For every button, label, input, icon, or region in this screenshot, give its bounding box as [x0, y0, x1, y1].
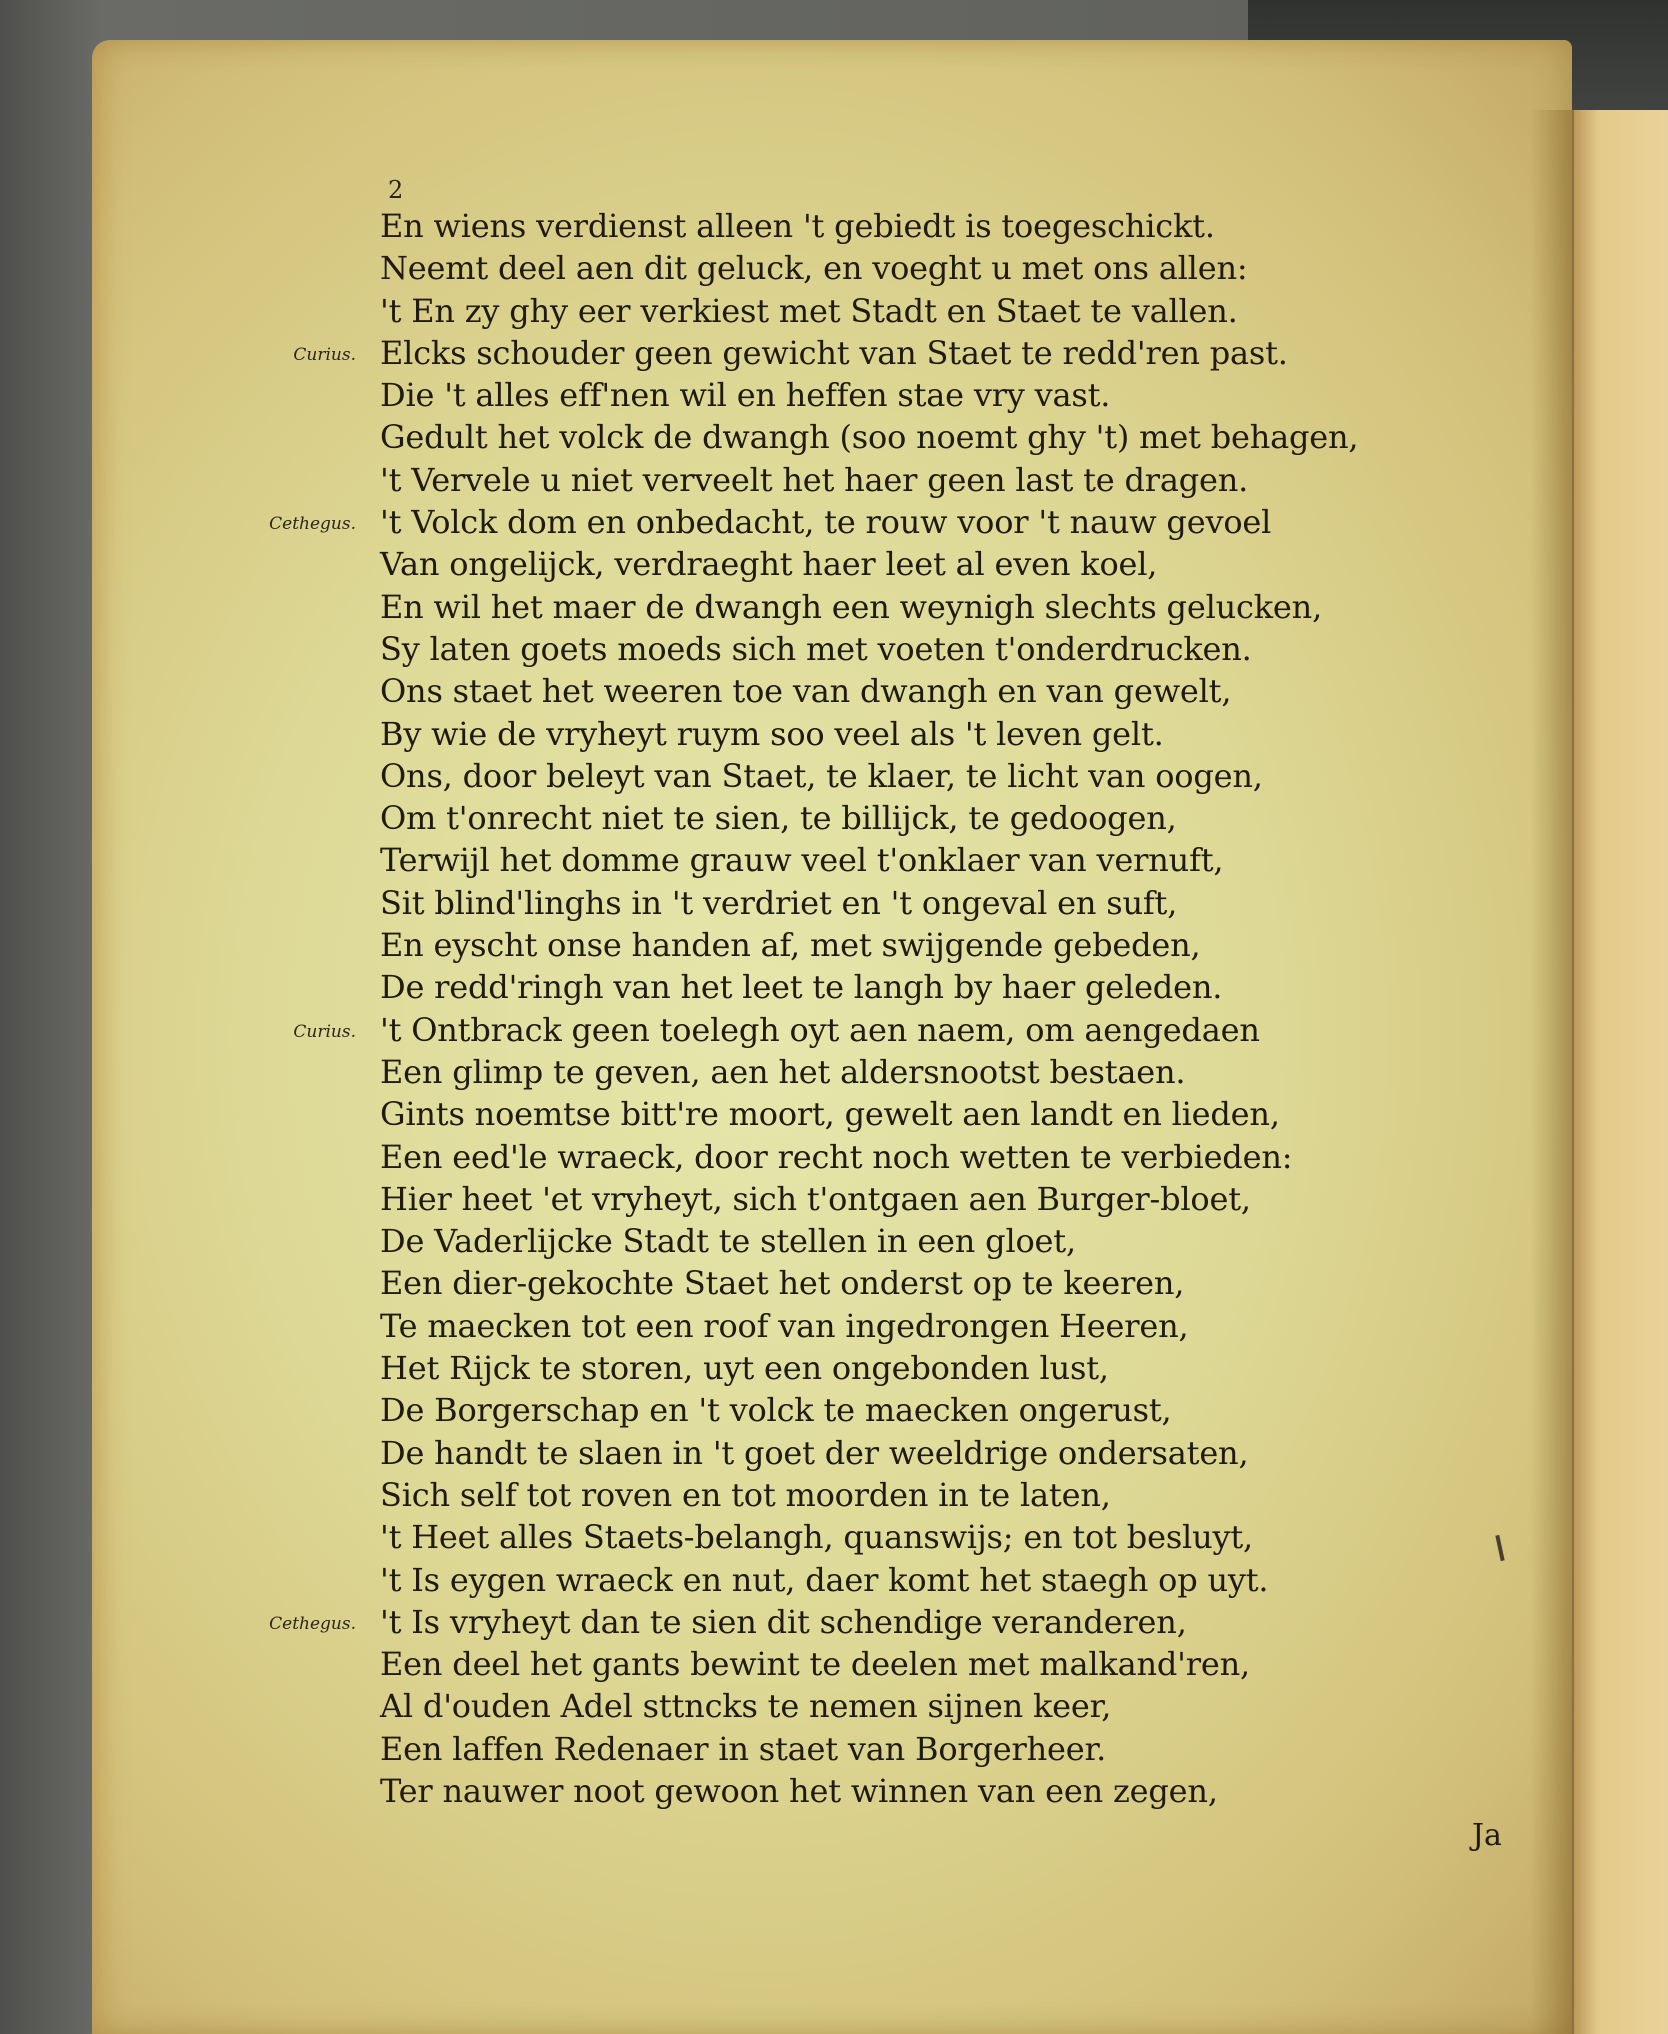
verse-line: [380, 247, 1380, 289]
verse-line: [380, 670, 1380, 712]
verse-line: [380, 205, 1380, 247]
verse-line-text: Sit blind'linghs in 't verdriet en 't ongeval en suft,: [380, 883, 1178, 922]
verse-line-text: Al d'ouden Adel sttncks te nemen sijnen keer,: [380, 1687, 1112, 1726]
verse-line: [380, 1136, 1380, 1178]
verse-line: [380, 882, 1380, 924]
verse-line-text: Neemt deel aen dit geluck, en voeght u met ons allen:: [380, 249, 1248, 288]
verse-line-text: By wie de vryheyt ruym soo veel als 't leven gelt.: [380, 714, 1164, 753]
verse-line: [380, 1178, 1380, 1220]
verse-line-text: En wiens verdienst alleen 't gebiedt is toegeschickt.: [380, 207, 1215, 245]
verse-line: [380, 1685, 1380, 1727]
verse-line-text: Een glimp te geven, aen het aldersnootst bestaen.: [380, 1052, 1186, 1091]
verse-line: [380, 924, 1380, 966]
verse-line: [380, 1262, 1380, 1304]
page-number: 2: [388, 176, 404, 204]
verse-line: [380, 586, 1380, 628]
verse-line: [380, 1516, 1380, 1558]
facing-page-edge: [1572, 110, 1668, 2034]
verse-line: [293, 332, 1380, 374]
verse-line-text: De handt te slaen in 't goet der weeldrige ondersaten,: [380, 1433, 1249, 1472]
verse-line-text: Die 't alles eff'nen wil en heffen stae vry vast.: [380, 376, 1111, 415]
verse-line: [380, 966, 1380, 1008]
verse-line: [380, 1728, 1380, 1770]
verse-line-text: 't Volck dom en onbedacht, te rouw voor 't nauw gevoel: [380, 503, 1272, 542]
verse-line-text: En wil het maer de dwangh een weynigh slechts gelucken,: [380, 587, 1323, 626]
speaker-name: Curius.: [293, 1021, 356, 1042]
verse-line: [380, 374, 1380, 416]
verse-line: [380, 1432, 1380, 1474]
verse-line: [380, 290, 1380, 332]
verse-line-text: Een eed'le wraeck, door recht noch wetten te verbieden:: [380, 1137, 1293, 1176]
verse-line-text: De Vaderlijcke Stadt te stellen in een gloet,: [380, 1222, 1076, 1261]
speaker-name: Cethegus.: [269, 514, 356, 535]
verse-line-text: De Borgerschap en 't volck te maecken ongerust,: [380, 1391, 1172, 1430]
verse-line-text: Een deel het gants bewint te deelen met malkand'ren,: [380, 1645, 1250, 1684]
verse-text-block: [269, 205, 1380, 1812]
verse-line: [380, 713, 1380, 755]
verse-line-text: 't Is eygen wraeck en nut, daer komt het staegh op uyt.: [380, 1560, 1269, 1599]
verse-line-text: De redd'ringh van het leet te langh by haer geleden.: [380, 968, 1223, 1007]
verse-line-text: 't Vervele u niet verveelt het haer geen last te dragen.: [380, 460, 1249, 499]
book-gutter: [1530, 110, 1574, 2034]
verse-line-text: En eyscht onse handen af, met swijgende gebeden,: [380, 926, 1201, 965]
verse-line: [380, 1559, 1380, 1601]
verse-line-text: Hier heet 'et vryheyt, sich t'ontgaen aen Burger-bloet,: [380, 1179, 1251, 1218]
verse-line-text: Om t'onrecht niet te sien, te billijck, te gedoogen,: [380, 799, 1177, 838]
verse-line: [380, 1643, 1380, 1685]
verse-line: [380, 1770, 1380, 1812]
speaker-name: Cethegus.: [269, 1613, 356, 1634]
verse-line: [380, 1093, 1380, 1135]
verse-line: [380, 543, 1380, 585]
verse-line: [380, 628, 1380, 670]
verse-line: [380, 839, 1380, 881]
catchword: Ja: [1472, 1818, 1502, 1853]
verse-line-text: Een dier-gekochte Staet het onderst op te keeren,: [380, 1264, 1185, 1303]
verse-line: [380, 1220, 1380, 1262]
verse-line-text: Het Rijck te storen, uyt een ongebonden lust,: [380, 1349, 1109, 1388]
verse-line-text: Te maecken tot een roof van ingedrongen Heeren,: [380, 1306, 1189, 1345]
verse-line-text: Sich self tot roven en tot moorden in te laten,: [380, 1475, 1111, 1514]
verse-line-text: 't Is vryheyt dan te sien dit schendige veranderen,: [380, 1602, 1187, 1641]
verse-line: [293, 1009, 1380, 1051]
verse-line-text: 't Heet alles Staets-belangh, quanswijs; en tot besluyt,: [380, 1518, 1253, 1557]
speaker-name: Curius.: [293, 344, 356, 365]
verse-line: [380, 797, 1380, 839]
verse-line-text: Terwijl het domme grauw veel t'onklaer van vernuft,: [380, 841, 1224, 880]
verse-line-text: Elcks schouder geen gewicht van Staet te redd'ren past.: [380, 333, 1288, 372]
verse-line-text: Sy laten goets moeds sich met voeten t'onderdrucken.: [380, 629, 1252, 668]
verse-line: [269, 501, 1380, 543]
verse-line-text: Ter nauwer noot gewoon het winnen van een zegen,: [380, 1771, 1218, 1810]
verse-line: [269, 1601, 1380, 1643]
verse-line-text: 't En zy ghy eer verkiest met Stadt en Staet te vallen.: [380, 291, 1238, 330]
verse-line-text: Ons staet het weeren toe van dwangh en van gewelt,: [380, 672, 1232, 711]
verse-line: [380, 1347, 1380, 1389]
verse-line: [380, 1389, 1380, 1431]
verse-line-text: Gedult het volck de dwangh (soo noemt ghy 't) met behagen,: [380, 418, 1359, 457]
verse-line: [380, 755, 1380, 797]
verse-line: [380, 416, 1380, 458]
verse-line: [380, 1474, 1380, 1516]
verse-line: [380, 1305, 1380, 1347]
verse-line-text: Gints noemtse bitt're moort, gewelt aen landt en lieden,: [380, 1095, 1280, 1134]
verse-line-text: Ons, door beleyt van Staet, te klaer, te licht van oogen,: [380, 756, 1263, 795]
verse-line-text: Van ongelijck, verdraeght haer leet al even koel,: [380, 545, 1158, 584]
verse-line-text: 't Ontbrack geen toelegh oyt aen naem, om aengedaen: [380, 1010, 1260, 1049]
verse-line-text: Een laffen Redenaer in staet van Borgerheer.: [380, 1729, 1107, 1768]
verse-line: [380, 1051, 1380, 1093]
verse-line: [380, 459, 1380, 501]
